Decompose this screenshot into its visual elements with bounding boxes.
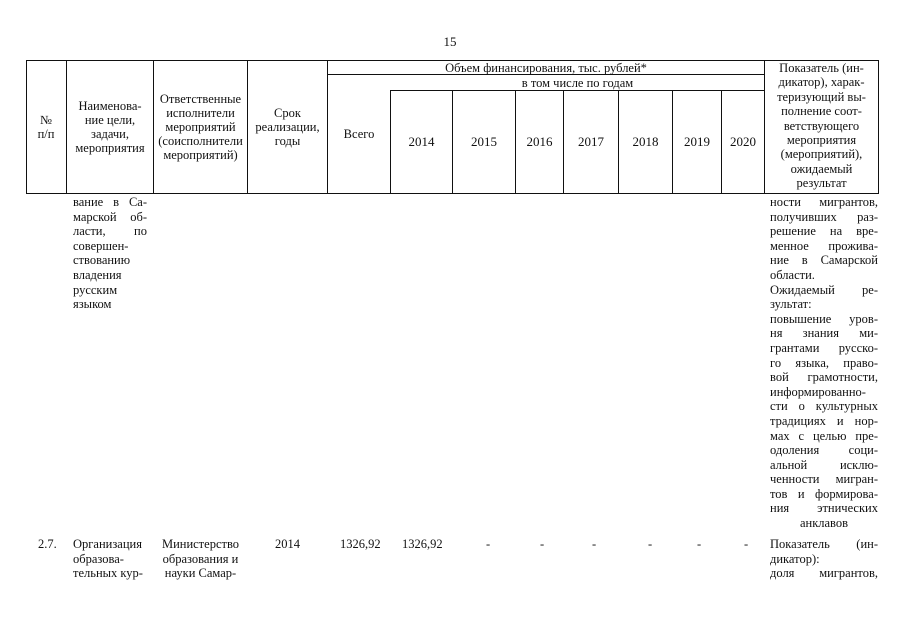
row-27-responsible: Министерство образования и науки Самар- [161,537,240,581]
row-27-indicator: Показатель (ин- дикатор): доля мигрантов, [770,537,878,581]
row-27-2020: - [744,537,749,551]
header-year-2018: 2018 [632,134,659,149]
header-total: Всего [343,127,375,141]
header-term: Срок реализации, годы [255,106,320,148]
header-year-2015: 2015 [471,134,497,149]
header-year-2020: 2020 [730,134,756,149]
row-27-2014: 1326,92 [402,537,443,551]
row-27-2017: - [592,537,597,551]
row-27-2016: - [540,537,545,551]
header-indicator: Показатель (ин- дикатор), харак- теризующий вы- полнение соот- ветствующего мероприятия (мероприятий), ожидаемый результат [777,61,866,191]
col-border [878,60,879,194]
header-name: Наименова- ние цели, задачи, мероприятия [75,99,145,155]
header-year-2016: 2016 [526,134,553,149]
row-cont-name: вание в Са- марской об- ласти, по совершен- ствованию владения русским языком [73,195,147,312]
row-cont-indicator: ности мигрантов, получивших раз- решение на вре- менное прожива- ние в Самарской области. Ожидаемый ре- зультат: повышение уров- ня знания ми- грантами русско- го языка, право- вой грамотности, информированно- сти о культурных традициях и нор- мах с целью пре- одоления соци- альной исклю- ченности мигран- тов и формирова- ния этнических анклавов [770,195,878,531]
header-financing: Объем финансирования, тыс. рублей* [445,60,647,75]
row-27-2018: - [648,537,653,551]
page-number: 15 [443,34,457,49]
row-27-2015: - [486,537,491,551]
row-27-2019: - [697,537,702,551]
header-responsible: Ответственные исполнители мероприятий (соисполнители мероприятий) [158,92,243,162]
row-27-num: 2.7. [38,537,57,551]
row-27-term: 2014 [275,537,300,551]
header-num: № п/п [37,113,55,141]
header-year-2019: 2019 [684,134,710,149]
header-year-2014: 2014 [408,134,435,149]
row-27-total: 1326,92 [340,537,381,551]
row-27-name: Организация образова- тельных кур- [73,537,143,581]
header-by-years: в том числе по годам [521,75,634,90]
header-year-2017: 2017 [578,134,604,149]
